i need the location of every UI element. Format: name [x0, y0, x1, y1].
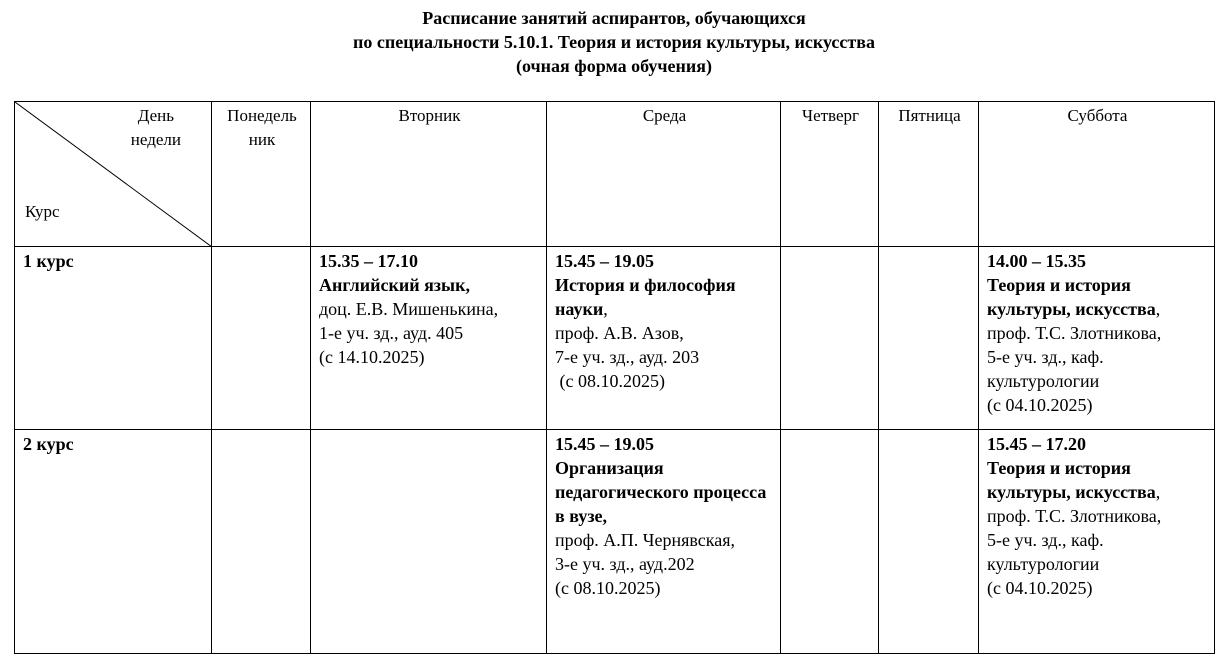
cell-monday [212, 430, 311, 654]
cell-friday [879, 247, 979, 430]
class-room: 1-е уч. зд., ауд. 405 [319, 323, 464, 343]
class-room: 5-е уч. зд., каф. культурологии [987, 347, 1104, 391]
class-time: 15.35 – 17.10 [319, 251, 418, 271]
class-room: 3-е уч. зд., ауд.202 [555, 554, 695, 574]
cell-wednesday [547, 430, 781, 654]
header-monday: Понедель ник [212, 102, 311, 247]
class-teacher: доц. Е.В. Мишенькина, [319, 299, 499, 319]
corner-diagonal [15, 102, 212, 247]
course-label: 2 курс [15, 430, 212, 654]
class-time: 14.00 – 15.35 [987, 251, 1086, 271]
header-wednesday: Среда [547, 102, 781, 247]
class-start-date: (с 14.10.2025) [319, 347, 425, 367]
cell-thursday [781, 430, 879, 654]
class-time: 15.45 – 19.05 [555, 251, 654, 271]
class-start-date: (с 04.10.2025) [987, 578, 1093, 598]
header-friday: Пятница [879, 102, 979, 247]
cell-thursday [781, 247, 879, 430]
class-subject: Английский язык, [319, 275, 470, 295]
header-tuesday: Вторник [311, 102, 547, 247]
class-subject-comma: , [1155, 482, 1161, 502]
schedule-table [14, 101, 1215, 654]
table-row-course-2 [15, 430, 1215, 654]
class-teacher: проф. А.П. Чернявская, [555, 530, 736, 550]
header-row [15, 102, 1215, 247]
corner-week-word: недели [130, 130, 181, 149]
class-start-date: (с 04.10.2025) [987, 395, 1093, 415]
class-subject: История и философия науки [555, 275, 736, 319]
class-subject-comma: , [603, 299, 608, 319]
title-line-1: Расписание занятий аспирантов, обучающихся [422, 8, 806, 28]
title-line-3: (очная форма обучения) [515, 56, 713, 76]
class-teacher: проф. Т.С. Злотникова, [987, 323, 1162, 343]
class-subject: Теория и история культуры, искусства [987, 275, 1156, 319]
cell-monday [212, 247, 311, 430]
class-time: 15.45 – 17.20 [987, 434, 1086, 454]
corner-day-label [131, 104, 181, 152]
class-subject-comma: , [1155, 299, 1161, 319]
class-start-date: (с 08.10.2025) [555, 371, 665, 391]
class-subject: Организация педагогического процесса в вузе, [555, 458, 767, 526]
cell-tuesday [311, 430, 547, 654]
cell-saturday [979, 247, 1215, 430]
header-saturday: Суббота [979, 102, 1215, 247]
table-row-course-1 [15, 247, 1215, 430]
header-thursday: Четверг [781, 102, 879, 247]
title-line-2: по специальности 5.10.1. Теория и история культуры, искусства [353, 32, 875, 52]
cell-saturday [979, 430, 1215, 654]
class-time: 15.45 – 19.05 [555, 434, 654, 454]
cell-tuesday [311, 247, 547, 430]
class-teacher: проф. А.В. Азов, [555, 323, 684, 343]
corner-course-label: Курс [25, 202, 60, 221]
class-subject: Теория и история культуры, искусства [987, 458, 1156, 502]
cell-friday [879, 430, 979, 654]
cell-wednesday [547, 247, 781, 430]
course-label: 1 курс [15, 247, 212, 430]
corner-cell [15, 102, 212, 247]
document-title [0, 6, 1228, 78]
class-room: 5-е уч. зд., каф. культурологии [987, 530, 1104, 574]
corner-day-word: День [137, 106, 174, 125]
class-teacher: проф. Т.С. Злотникова, [987, 506, 1162, 526]
class-start-date: (с 08.10.2025) [555, 578, 661, 598]
class-room: 7-е уч. зд., ауд. 203 [555, 347, 700, 367]
